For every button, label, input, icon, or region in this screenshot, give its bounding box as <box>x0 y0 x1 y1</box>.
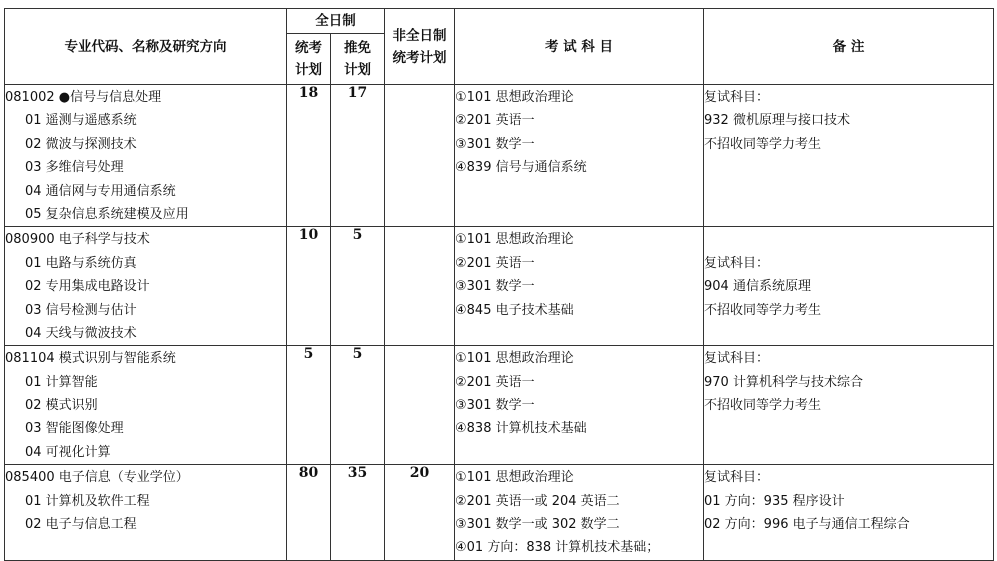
header-exam-subjects: 考 试 科 目 <box>455 9 704 85</box>
header-notes: 备 注 <box>704 9 994 85</box>
exam-subject: ④838 计算机技术基础 <box>455 421 587 437</box>
note-line: 932 微机原理与接口技术 <box>704 113 850 129</box>
program-cell <box>5 227 287 346</box>
note-line: 不招收同等学力考生 <box>704 302 822 318</box>
note-line <box>704 536 993 559</box>
exempt-plan-value: 35 <box>331 465 385 561</box>
exam-subject <box>455 441 703 464</box>
note-line: 02 方向：996 电子与通信工程综合 <box>704 517 910 533</box>
exam-subject: ①101 思想政治理论 <box>455 90 574 105</box>
exam-plan-value: 80 <box>287 465 331 561</box>
note-line <box>704 228 993 251</box>
table-row <box>5 465 994 561</box>
note-line: 复试科目： <box>704 470 770 486</box>
exam-subject: ①101 思想政治理论 <box>455 232 574 248</box>
note-line <box>704 156 993 179</box>
program-cell <box>5 85 287 227</box>
subjects-cell <box>455 346 704 465</box>
program-title: 085400 电子信息（专业学位） <box>5 470 189 486</box>
research-direction: 05 复杂信息系统建模及应用 <box>25 206 189 222</box>
note-line <box>704 417 993 440</box>
exam-subject: ④839 信号与通信系统 <box>455 160 587 176</box>
research-direction: 02 电子与信息工程 <box>25 517 137 533</box>
notes-cell <box>704 346 994 465</box>
exam-subject: ④01 方向：838 计算机技术基础； <box>455 540 660 556</box>
exam-subject: ③301 数学一或 302 数学二 <box>455 517 620 533</box>
program-cell <box>5 346 287 465</box>
header-parttime-plan: 非全日制 统考计划 <box>385 9 455 85</box>
research-direction: 03 信号检测与估计 <box>25 302 137 318</box>
research-direction: 01 遥测与遥感系统 <box>25 113 137 129</box>
exam-plan-value: 18 <box>287 85 331 227</box>
exam-subject: ③301 数学一 <box>455 136 535 152</box>
research-direction: 01 计算智能 <box>25 374 98 390</box>
exam-subject <box>455 180 703 203</box>
note-line <box>704 203 993 226</box>
notes-cell <box>704 227 994 346</box>
subjects-cell <box>455 85 704 227</box>
header-exam-plan: 统考 计划 <box>287 34 331 85</box>
note-line: 复试科目： <box>704 90 770 105</box>
research-direction: 01 计算机及软件工程 <box>25 493 150 509</box>
note-line: 复试科目： <box>704 351 770 367</box>
note-line <box>704 441 993 464</box>
research-direction: 02 微波与探测技术 <box>25 136 137 152</box>
table-row <box>5 346 994 465</box>
header-exempt-plan: 推免 计划 <box>331 34 385 85</box>
parttime-plan-value <box>385 346 455 465</box>
parttime-plan-value <box>385 227 455 346</box>
exam-subject: ②201 英语一 <box>455 374 535 390</box>
note-line: 01 方向：935 程序设计 <box>704 493 845 509</box>
note-line: 904 通信系统原理 <box>704 279 811 295</box>
program-title: 081104 模式识别与智能系统 <box>5 351 176 367</box>
exam-subject: ③301 数学一 <box>455 279 535 295</box>
exam-plan-value: 10 <box>287 227 331 346</box>
research-direction: 02 模式识别 <box>25 398 98 414</box>
notes-cell <box>704 465 994 561</box>
note-line: 不招收同等学力考生 <box>704 136 822 152</box>
exempt-plan-value: 5 <box>331 346 385 465</box>
research-direction: 04 天线与微波技术 <box>25 325 137 341</box>
exam-subject: ②201 英语一 <box>455 255 535 271</box>
subjects-cell <box>455 465 704 561</box>
table-row <box>5 227 994 346</box>
notes-cell <box>704 85 994 227</box>
exam-subject: ④845 电子技术基础 <box>455 302 574 318</box>
research-direction: 03 多维信号处理 <box>25 160 124 176</box>
note-line <box>704 322 993 345</box>
program-title: 081002 ●信号与信息处理 <box>5 90 162 105</box>
research-direction: 04 可视化计算 <box>25 444 111 460</box>
research-direction: 04 通信网与专用通信系统 <box>25 183 176 199</box>
exam-subject <box>455 322 703 345</box>
exam-subject <box>455 203 703 226</box>
research-direction: 03 智能图像处理 <box>25 421 124 437</box>
subjects-cell <box>455 227 704 346</box>
program-title: 080900 电子科学与技术 <box>5 232 150 248</box>
header-program: 专业代码、名称及研究方向 <box>5 9 287 85</box>
exempt-plan-value: 17 <box>331 85 385 227</box>
research-direction <box>5 536 286 559</box>
note-line: 970 计算机科学与技术综合 <box>704 374 863 390</box>
exam-subject: ②201 英语一 <box>455 113 535 129</box>
exam-subject: ①101 思想政治理论 <box>455 351 574 367</box>
exam-plan-value: 5 <box>287 346 331 465</box>
note-line <box>704 180 993 203</box>
exam-subject: ②201 英语一或 204 英语二 <box>455 493 620 509</box>
research-direction: 02 专用集成电路设计 <box>25 279 150 295</box>
admissions-table <box>4 8 994 561</box>
exam-subject: ③301 数学一 <box>455 398 535 414</box>
program-cell <box>5 465 287 561</box>
parttime-plan-value: 20 <box>385 465 455 561</box>
exempt-plan-value: 5 <box>331 227 385 346</box>
exam-subject: ①101 思想政治理论 <box>455 470 574 486</box>
table-row <box>5 85 994 227</box>
header-fulltime: 全日制 <box>287 9 385 34</box>
note-line: 复试科目： <box>704 255 770 271</box>
note-line: 不招收同等学力考生 <box>704 398 822 414</box>
parttime-plan-value <box>385 85 455 227</box>
research-direction: 01 电路与系统仿真 <box>25 255 137 271</box>
